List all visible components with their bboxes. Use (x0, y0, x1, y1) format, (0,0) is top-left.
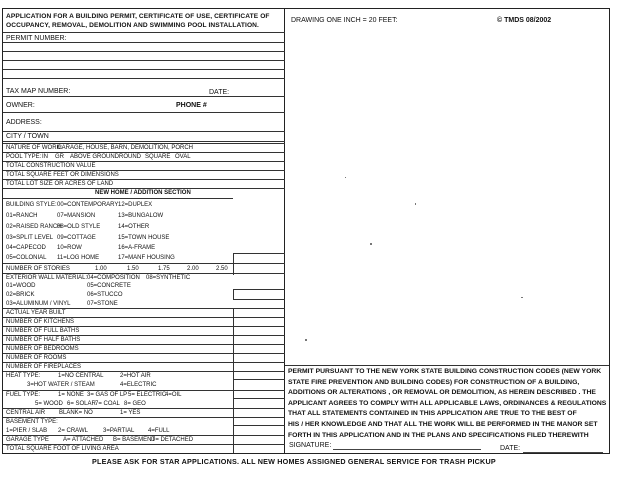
building-style-option: 16=A-FRAME (118, 245, 156, 251)
permit-statement-line: FORTH IN THIS APPLICATION AND IN THE PLANS AND SPECIFICATIONS FILED THEREWITH (288, 431, 589, 439)
building-style-option: 03=SPLIT LEVEL (6, 235, 54, 241)
exterior-option: 04=COMPOSITION (87, 275, 140, 281)
exterior-option: 01=WOOD (6, 283, 36, 289)
heat-option: 4=ELECTRIC (120, 382, 157, 388)
exterior-option: 03=ALUMINUM / VINYL (6, 301, 71, 307)
permit-statement-line: APPLICANT AGREES TO COMPLY WITH ALL APPLICABLE LAWS, ORDINANCES & REGULATIONS (288, 399, 607, 407)
pool-option-gr: GR (55, 154, 64, 160)
pool-option-square: SQUARE (145, 154, 171, 160)
building-style-option: 02=RAISED RANCH (6, 224, 62, 230)
garage-option: A= ATTACHED (63, 437, 104, 443)
signature-label: SIGNATURE: (289, 442, 332, 449)
number-of-full-baths-label: NUMBER OF FULL BATHS (6, 328, 80, 334)
form-title-line-2: OCCUPANCY, REMOVAL, DEMOLITION AND SWIMMING POOL INSTALLATION. (6, 22, 259, 29)
signature-date-field[interactable] (523, 452, 603, 453)
fuel-option: 6= SOLAR (67, 401, 96, 407)
heat-type-label: HEAT TYPE: (6, 373, 41, 379)
number-of-kitchens-label: NUMBER OF KITCHENS (6, 319, 75, 325)
permit-statement-line: THAT ALL STATEMENTS CONTAINED IN THIS APPLICATION ARE TRUE TO THE BEST OF (288, 410, 577, 418)
permit-application-form (2, 8, 610, 454)
heat-option: 2=HOT AIR (120, 373, 151, 379)
exterior-option: 02=BRICK (6, 292, 35, 298)
number-of-fireplaces-label: NUMBER OF FIREPLACES (6, 364, 82, 370)
basement-option: 2= CRAWL (58, 428, 88, 434)
drawing-area[interactable] (285, 27, 609, 365)
footer-notice: PLEASE ASK FOR STAR APPLICATIONS. ALL NEW HOMES ASSIGNED GENERAL SERVICE FOR TRASH PICKUP (92, 457, 496, 466)
fuel-option: 4=OIL (165, 392, 182, 398)
fuel-option: 3= GAS OF LP (87, 392, 128, 398)
stories-option: 2.50 (216, 266, 228, 272)
pool-option-oval: OVAL (175, 154, 191, 160)
building-style-option: 04=CAPECOD (6, 245, 46, 251)
heat-option: 3=HOT WATER / STEAM (27, 382, 95, 388)
building-style-option: 12=DUPLEX (118, 202, 153, 208)
permit-statement (285, 367, 609, 441)
building-style-option: 07=MANSION (57, 213, 96, 219)
stories-option: 1.50 (127, 266, 139, 272)
building-style-option: 11=LOG HOME (57, 255, 100, 261)
fuel-option: 5= WOOD (35, 401, 63, 407)
permit-statement-line: ADDITIONS OR ALTERATIONS , OR REMOVAL OR DEMOLITION, AS HEREIN DESCRIBED . THE (288, 389, 596, 397)
total-living-area-label: TOTAL SQUARE FOOT OF LIVING AREA (6, 446, 119, 452)
total-construction-label: TOTAL CONSTRUCTION VALUE (6, 163, 96, 169)
exterior-option: 06=STUCCO (87, 292, 123, 298)
fuel-option: 7= COAL (95, 401, 120, 407)
heat-option: 1=NO CENTRAL (58, 373, 104, 379)
building-style-option: 01=RANCH (6, 213, 38, 219)
fuel-option: 1= NONE (58, 392, 84, 398)
pool-option-round: ROUND (119, 154, 141, 160)
central-air-option: BLANK= NO (59, 410, 93, 416)
number-of-rooms-label: NUMBER OF ROOMS (6, 355, 67, 361)
stories-option: 1.00 (95, 266, 107, 272)
permit-statement-line: STATE FIRE PREVENTION AND BUILDING CODES) FOR CONSTRUCTION OF A BUILDING, (288, 378, 580, 386)
nature-of-work-label: NATURE OF WORK: (6, 145, 63, 151)
drawing-column (285, 9, 609, 453)
permit-number-label: PERMIT NUMBER: (6, 35, 67, 42)
basement-type-label: BASEMENT TYPE: (6, 419, 58, 425)
fuel-option: 5= ELECTRIC (128, 392, 167, 398)
tax-map-date-label: DATE: (209, 89, 230, 96)
actual-year-built-label: ACTUAL YEAR BUILT (6, 310, 66, 316)
new-home-section-header: NEW HOME / ADDITION SECTION (95, 190, 191, 196)
building-style-option: 09=COTTAGE (57, 235, 96, 241)
exterior-option: 07=STONE (87, 301, 118, 307)
garage-option: D= DETACHED (151, 437, 194, 443)
permit-statement-line: HIS / HER KNOWLEDGE AND THAT ALL THE WORK WILL BE PERFORMED IN THE MANOR SET (288, 421, 598, 428)
central-air-option: 1= YES (120, 410, 141, 416)
number-of-bedrooms-label: NUMBER OF BEDROOMS (6, 346, 79, 352)
number-of-half-baths-label: NUMBER OF HALF BATHS (6, 337, 81, 343)
pool-type-label: POOL TYPE: (6, 154, 42, 160)
signature-date-label: DATE: (500, 445, 521, 452)
exterior-option: 05=CONCRETE (87, 283, 131, 289)
application-fields-column (3, 9, 285, 453)
address-label: ADDRESS: (6, 119, 42, 126)
nature-of-work-options: GARAGE, HOUSE, BARN, DEMOLITION, PORCH (57, 145, 194, 151)
tax-map-number-label: TAX MAP NUMBER: (6, 88, 71, 95)
garage-option: B= BASEMENT (113, 437, 156, 443)
basement-option: 1=PIER / SLAB (6, 428, 48, 434)
building-style-label: BUILDING STYLE: (6, 202, 57, 208)
garage-type-label: GARAGE TYPE (6, 437, 49, 443)
drawing-scale-label: DRAWING ONE INCH = 20 FEET: (291, 17, 398, 24)
pool-option-above-ground: ABOVE GROUND (70, 154, 120, 160)
building-style-option: 10=ROW (57, 245, 82, 251)
form-title-line-1: APPLICATION FOR A BUILDING PERMIT, CERTIFICATE OF USE, CERTIFICATE OF (6, 13, 270, 20)
fuel-type-label: FUEL TYPE: (6, 392, 41, 398)
building-style-option: 15=TOWN HOUSE (118, 235, 170, 241)
total-lot-size-label: TOTAL LOT SIZE OR ACRES OF LAND (6, 181, 114, 187)
stories-option: 2.00 (187, 266, 199, 272)
signature-field[interactable] (333, 449, 481, 450)
basement-option: 3=PARTIAL (103, 428, 135, 434)
building-style-option: 05=COLONIAL (6, 255, 47, 261)
form-title (6, 12, 270, 30)
central-air-label: CENTRAL AIR (6, 410, 46, 416)
building-style-option: 00=CONTEMPORARY (57, 202, 119, 208)
building-style-option: 17=MANF HOUSING (118, 255, 175, 261)
building-style-option: 14=OTHER (118, 224, 150, 230)
stories-option: 1.75 (158, 266, 170, 272)
exterior-option: 08=SYNTHETIC (146, 275, 191, 281)
city-town-label: CITY / TOWN (6, 133, 49, 140)
copyright-label: © TMDS 08/2002 (497, 17, 552, 24)
pool-option-in: IN (42, 154, 48, 160)
phone-label: PHONE # (176, 102, 207, 109)
fuel-option: 8= GEO (124, 401, 146, 407)
basement-option: 4=FULL (148, 428, 170, 434)
owner-label: OWNER: (6, 102, 35, 109)
exterior-wall-label: EXTERIOR WALL MATERIAL: (6, 275, 88, 281)
permit-statement-line: PERMIT PURSUANT TO THE NEW YORK STATE BUILDING CONSTRUCTION CODES (NEW YORK (288, 368, 602, 375)
number-of-stories-label: NUMBER OF STORIES (6, 266, 70, 272)
building-style-option: 13=BUNGALOW (118, 213, 164, 219)
building-style-option: 08=OLD STYLE (57, 224, 101, 230)
total-square-feet-label: TOTAL SQUARE FEET OR DIMENSIONS (6, 172, 119, 178)
